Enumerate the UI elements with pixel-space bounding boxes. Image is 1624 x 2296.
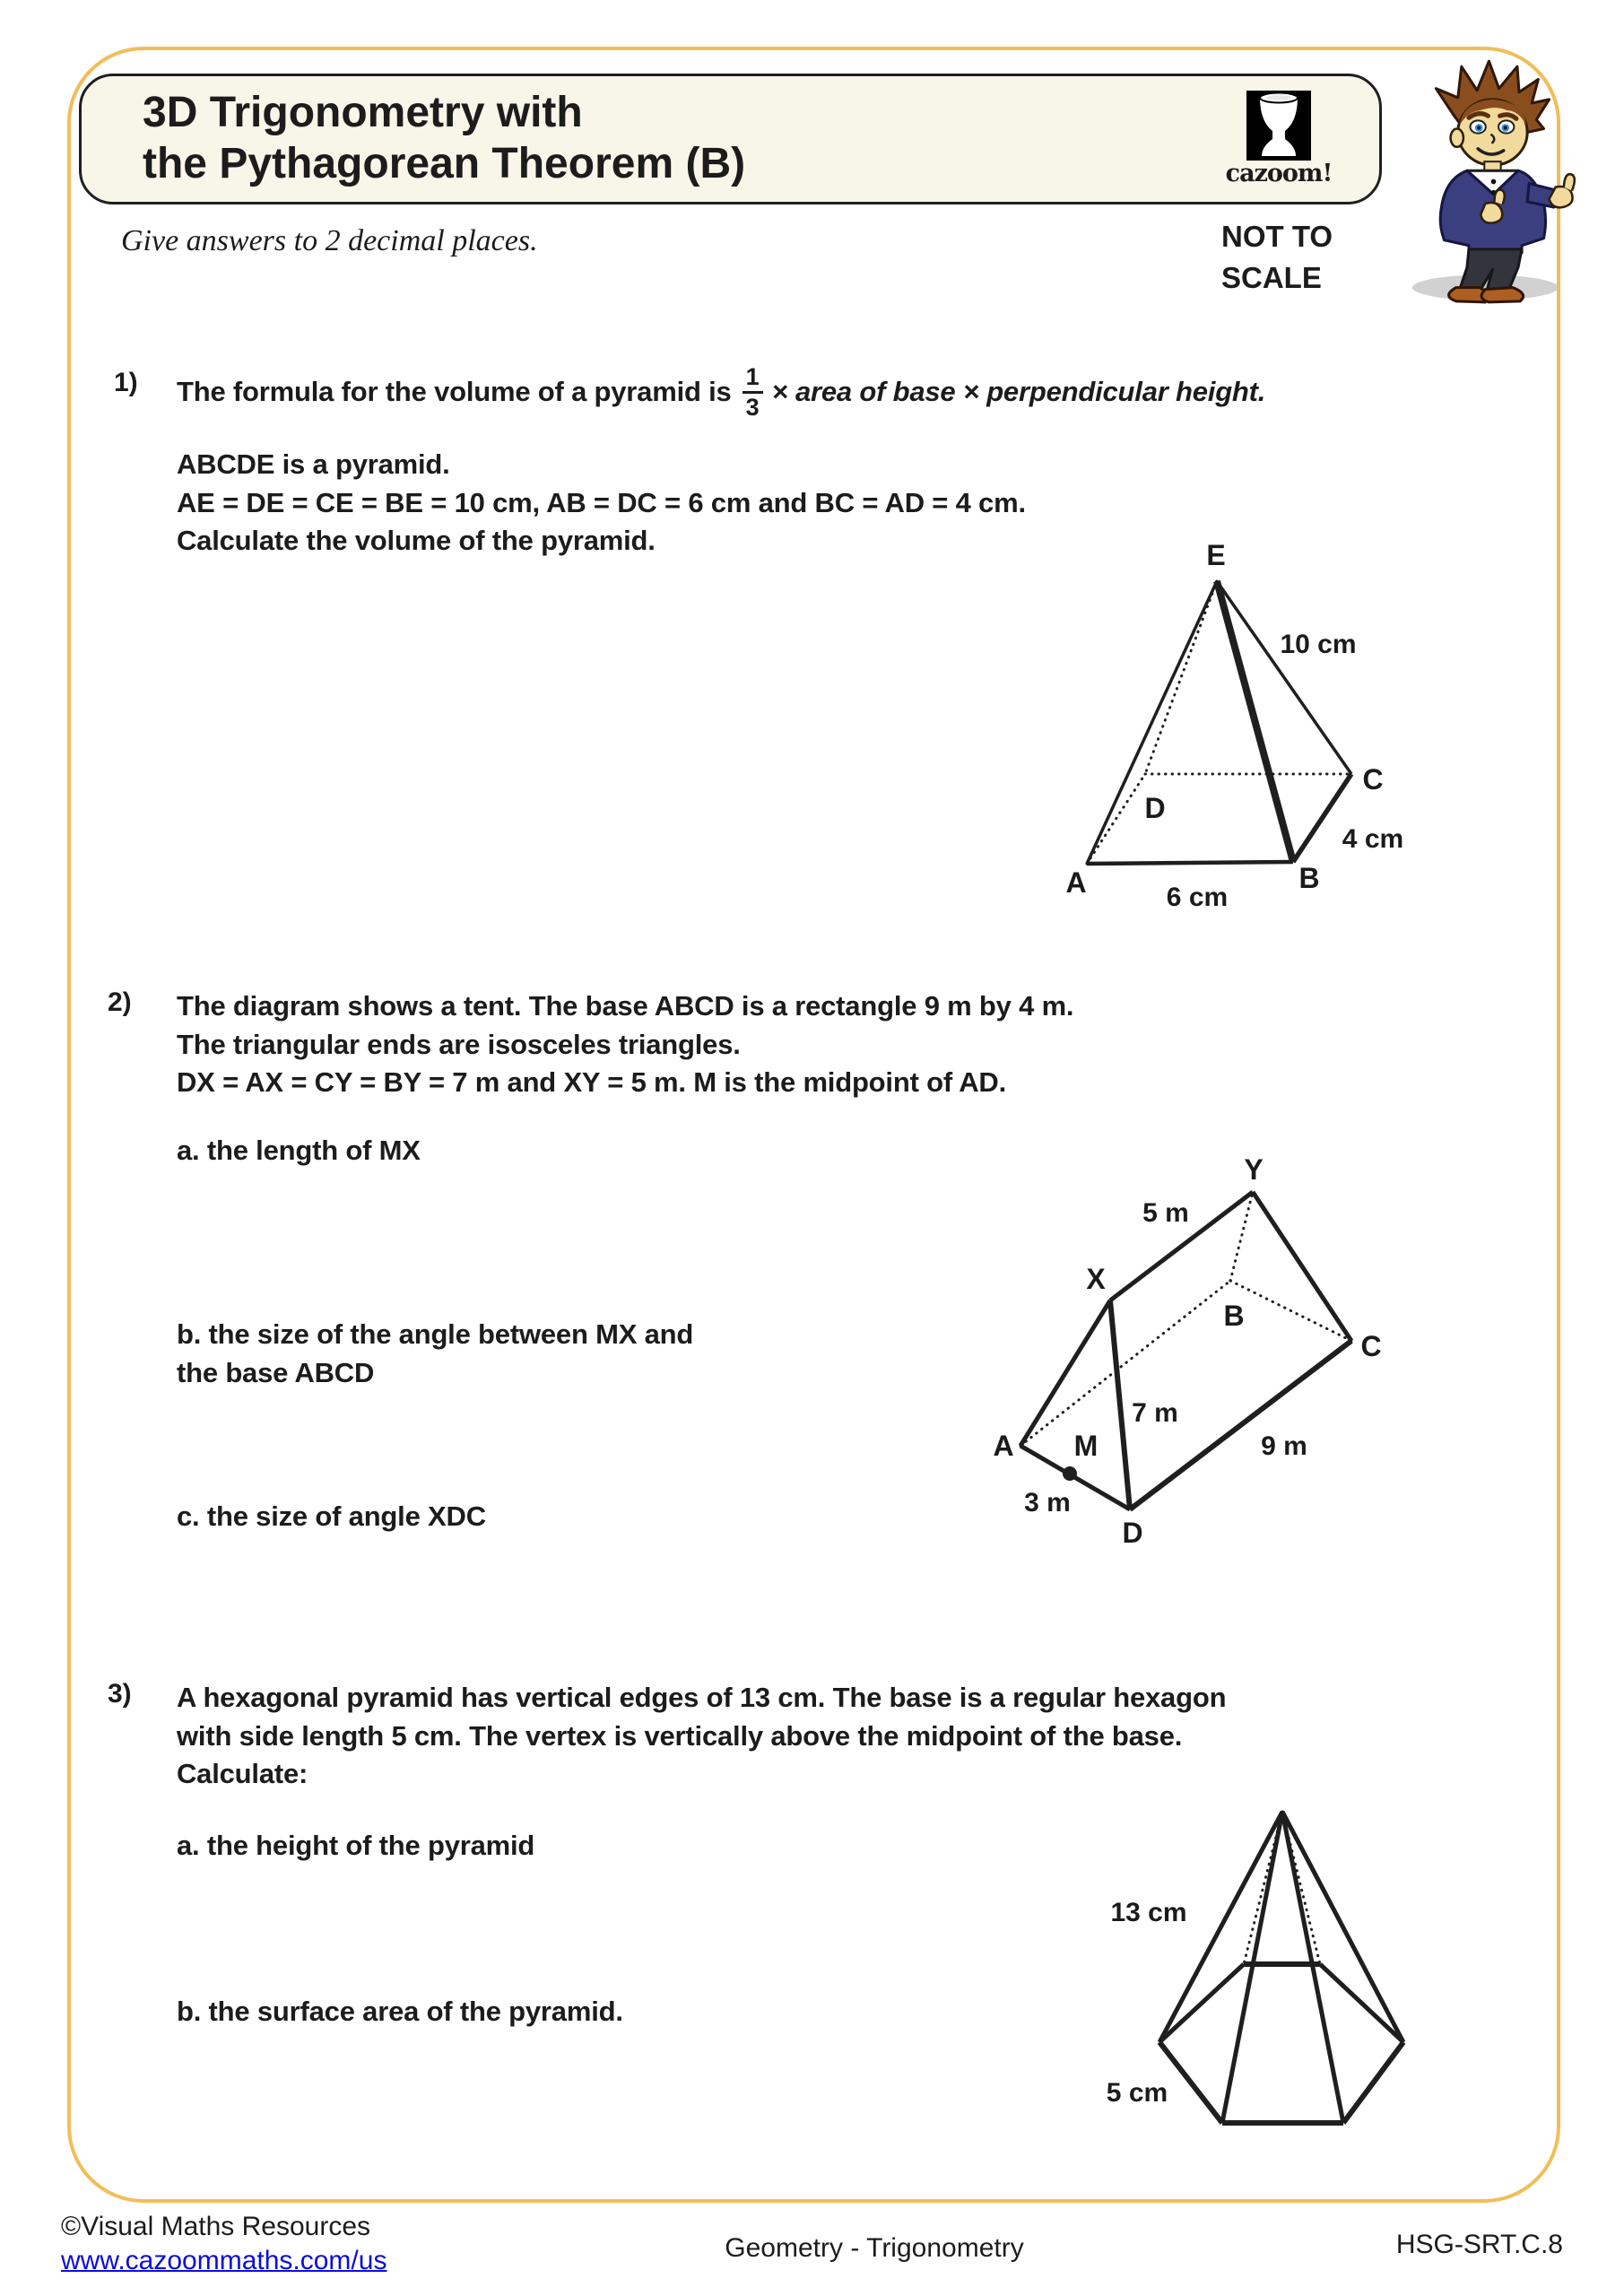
cazoom-logo bbox=[1223, 90, 1334, 187]
edge-DX bbox=[1110, 1300, 1130, 1509]
page-title bbox=[143, 87, 745, 189]
base-edge-frontleft bbox=[1159, 2042, 1222, 2123]
q3-line2: with side length 5 cm. The vertex is vertically above the midpoint of the base. bbox=[177, 1720, 1183, 1752]
instruction-text: Give answers to 2 decimal places. bbox=[121, 224, 538, 257]
base-edge-backleft bbox=[1159, 1964, 1244, 2042]
q3-line1: A hexagonal pyramid has vertical edges of 13 cm. The base is a regular hexagon bbox=[177, 1682, 1227, 1713]
q2-number: 2) bbox=[108, 987, 132, 1017]
vertex-label-D: D bbox=[1144, 792, 1166, 824]
q3-part-b: b. the surface area of the pyramid. bbox=[177, 1996, 623, 2027]
edge-AD-hidden bbox=[1087, 774, 1145, 864]
dim-label-EC: 10 cm bbox=[1280, 630, 1357, 659]
q2-line3: DX = AX = CY = BY = 7 m and XY = 5 m. M is the midpoint of AD. bbox=[177, 1066, 1007, 1098]
title-box bbox=[79, 74, 1382, 204]
vertex-label-B: B bbox=[1223, 1300, 1245, 1332]
dim-label-side: 5 cm bbox=[1106, 2078, 1168, 2108]
dim-label-edge: 13 cm bbox=[1110, 1898, 1187, 1927]
page-title-line2: the Pythagorean Theorem (B) bbox=[143, 140, 746, 187]
q3-number: 3) bbox=[108, 1679, 132, 1709]
q1-pyramid-diagram bbox=[1031, 525, 1435, 919]
edge-ED-hidden bbox=[1145, 581, 1217, 774]
edge-EC bbox=[1217, 581, 1351, 774]
base-edge-frontright bbox=[1343, 2042, 1403, 2123]
cazoom-goblet-icon bbox=[1246, 90, 1312, 161]
q2-part-c: c. the size of angle XDC bbox=[177, 1500, 486, 1532]
edge-apex-right bbox=[1282, 1812, 1403, 2042]
not-to-scale-line2: SCALE bbox=[1221, 261, 1322, 294]
vertex-label-Y: Y bbox=[1244, 1153, 1264, 1186]
q3-part-a: a. the height of the pyramid bbox=[177, 1830, 535, 1861]
footer-copyright: ©Visual Maths Resources bbox=[61, 2212, 371, 2241]
page-title-line1: 3D Trigonometry with bbox=[143, 89, 583, 136]
midpoint-M-dot bbox=[1063, 1466, 1077, 1481]
q1-line3: AE = DE = CE = BE = 10 cm, AB = DC = 6 cm and BC = AD = 4 cm. bbox=[177, 487, 1026, 518]
q1-formula-tail: × area of base × perpendicular height. bbox=[771, 376, 1266, 407]
footer-topic: Geometry - Trigonometry bbox=[725, 2233, 1024, 2263]
fraction-numerator: 1 bbox=[743, 364, 763, 394]
fraction-denominator: 3 bbox=[745, 393, 760, 421]
edge-AB bbox=[1087, 862, 1293, 864]
base-edge-backright bbox=[1320, 1964, 1403, 2042]
q2-line1: The diagram shows a tent. The base ABCD is a rectangle 9 m by 4 m. bbox=[177, 990, 1074, 1022]
q1-formula-line bbox=[177, 361, 1265, 422]
q1-line2: ABCDE is a pyramid. bbox=[177, 448, 450, 480]
vertex-label-B: B bbox=[1298, 862, 1320, 894]
q3-line3: Calculate: bbox=[177, 1758, 308, 1789]
edge-apex-frontleft bbox=[1222, 1812, 1282, 2123]
q2-part-a: a. the length of MX bbox=[177, 1135, 421, 1166]
q2-part-b-line1: b. the size of the angle between MX and bbox=[177, 1318, 694, 1350]
q2-line2: The triangular ends are isosceles triangles. bbox=[177, 1029, 741, 1060]
vertex-label-M: M bbox=[1073, 1430, 1099, 1462]
footer-standard-code: HSG-SRT.C.8 bbox=[1395, 2230, 1563, 2259]
boy-thumbs-up-mascot bbox=[1383, 52, 1607, 308]
q1-number: 1) bbox=[114, 368, 138, 397]
vertex-label-X: X bbox=[1086, 1263, 1106, 1295]
edge-AX bbox=[1020, 1300, 1110, 1446]
vertex-label-C: C bbox=[1360, 1330, 1382, 1362]
edge-EB bbox=[1217, 581, 1293, 862]
vertex-label-E: E bbox=[1206, 539, 1226, 571]
vertex-label-A: A bbox=[993, 1430, 1014, 1462]
dim-label-AM: 3 m bbox=[1024, 1488, 1071, 1518]
dim-label-BC: 4 cm bbox=[1342, 824, 1404, 854]
not-to-scale-label bbox=[1221, 216, 1333, 299]
dim-label-XY: 5 m bbox=[1142, 1198, 1189, 1228]
q3-hexagonal-pyramid-diagram bbox=[1058, 1794, 1453, 2152]
dim-label-AB: 6 cm bbox=[1166, 883, 1229, 912]
vertex-label-A: A bbox=[1065, 866, 1087, 899]
edge-AB-hidden bbox=[1020, 1281, 1230, 1446]
q1-intro: The formula for the volume of a pyramid is bbox=[177, 376, 732, 407]
q2-part-b-line2: the base ABCD bbox=[177, 1357, 375, 1388]
dim-label-DC: 9 m bbox=[1261, 1431, 1307, 1461]
footer-website-link[interactable]: www.cazoommaths.com/us bbox=[61, 2246, 387, 2275]
one-third-fraction bbox=[743, 364, 763, 421]
q1-line4: Calculate the volume of the pyramid. bbox=[177, 525, 656, 556]
edge-apex-frontright bbox=[1282, 1812, 1343, 2123]
cazoom-logo-text: cazoom! bbox=[1225, 160, 1333, 187]
dim-label-DX: 7 m bbox=[1132, 1398, 1178, 1428]
edge-YC bbox=[1253, 1192, 1351, 1341]
vertex-label-C: C bbox=[1362, 763, 1384, 796]
not-to-scale-line1: NOT TO bbox=[1221, 220, 1333, 253]
vertex-label-D: D bbox=[1122, 1517, 1143, 1549]
q2-tent-diagram bbox=[977, 1148, 1408, 1561]
